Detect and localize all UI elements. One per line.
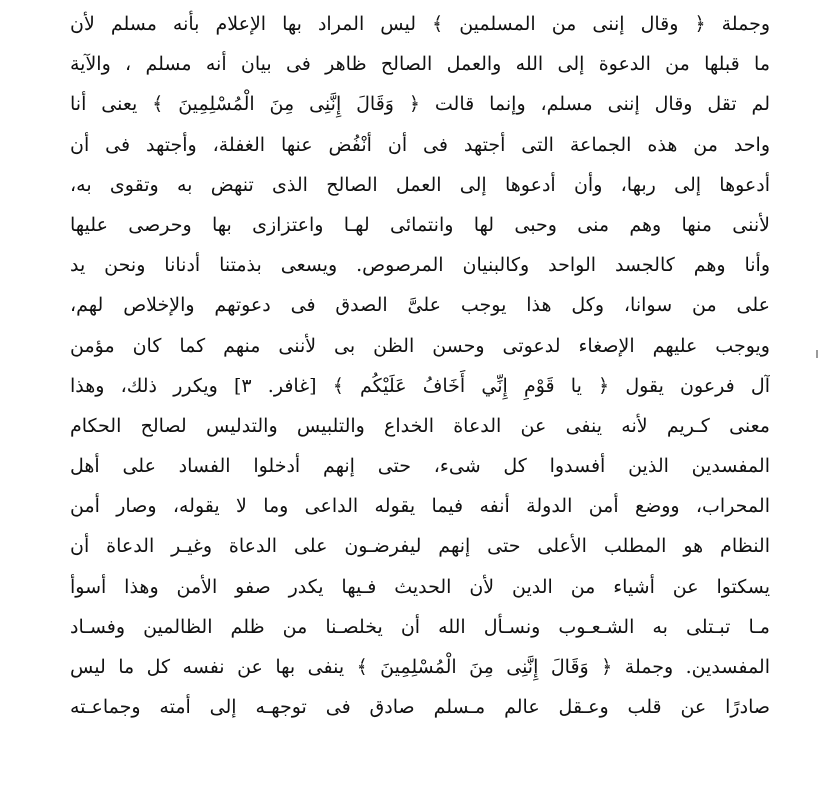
text-line-7: وأنا وهم كالجسد الواحد وكالبنيان المرصوص. ويسعى بذمتنا أدنانا ونحن يد	[70, 254, 770, 277]
text-line-16: مـا تبـتلى به الشـعـوب ونسـأل الله أن يخلصـنا من ظلم الظالمين وفسـاد	[70, 615, 770, 638]
text-line-13: المحراب، ووضع أمن الدولة أنفه فيما يقوله الداعى وما لا يقوله، وصار أمن	[70, 495, 770, 518]
text-line-18: صادرًا عن قلب وعـقل عالم مـسلم صادق فى توجهـه إلى أمته وجماعـته	[70, 696, 770, 719]
text-line-9: ويوجب عليهم الإصغاء لدعوتى وحسن الظن بى لأننى منهم كما كان مؤمن	[70, 334, 770, 357]
text-line-12: المفسدين الذين أفسدوا كل شىء، حتى إنهم أدخلوا الفساد على أهل	[70, 455, 770, 478]
text-line-8: على من سوانا، وكل هذا يوجب علىَّ الصدق فى دعوتهم والإخلاص لهم،	[70, 294, 770, 317]
text-line-6: لأننى منها وهم منى وحبى لها وانتمائى لهـا واعتزازى بها وحرصى عليها	[70, 213, 770, 236]
text-line-14: النظام هو المطلب الأعلى حتى إنهم ليفرضـون على الدعاة وغيـر الدعاة أن	[70, 535, 770, 558]
text-line-1: وجملة ﴿ وقال إننى من المسلمين ﴾ ليس المراد بها الإعلام بأنه مسلم لأن	[70, 13, 770, 35]
text-line-5: أدعوها إلى ربها، وأن أدعوها إلى العمل الصالح الذى تنهض به وتقوى به،	[70, 173, 770, 196]
text-line-4: واحد من هذه الجماعة التى أجتهد فى أن أنْفُض عنها الغفلة، وأجتهد فى أن	[70, 133, 770, 156]
text-line-2: ما قبلها من الدعوة إلى الله والعمل الصالح ظاهر فى بيان أنه مسلم ، والآية	[70, 53, 770, 76]
arabic-text-block	[70, 4, 770, 727]
text-line-15: يسكتوا عن أشياء من الدين لأن الحديث فـيها يكدر صفو الأمن وهذا أسوأ	[70, 575, 770, 598]
text-line-11: معنى كـريم لأنه ينفى عن الدعاة الخداع والتلبيس والتدليس لصالح الحكام	[70, 414, 770, 437]
text-line-10: آل فرعون يقول ﴿ يا قَوْمِ إِنِّي أَخَافُ عَلَيْكُم ﴾ [غافر. ٣] ويكرر ذلك، وهذا	[70, 374, 770, 397]
text-line-3: لم تقل وقال إننى مسلم، وإنما قالت ﴿ وَقَالَ إِنَّنِى مِنَ الْمُسْلِمِينَ ﴾ يعنى أنا	[70, 93, 770, 116]
scan-gutter-mark	[816, 350, 818, 358]
text-line-17: المفسدين. وجملة ﴿ وَقَالَ إِنَّنِى مِنَ الْمُسْلِمِينَ ﴾ ينفى بها عن نفسه كل ما ليس	[70, 656, 770, 678]
